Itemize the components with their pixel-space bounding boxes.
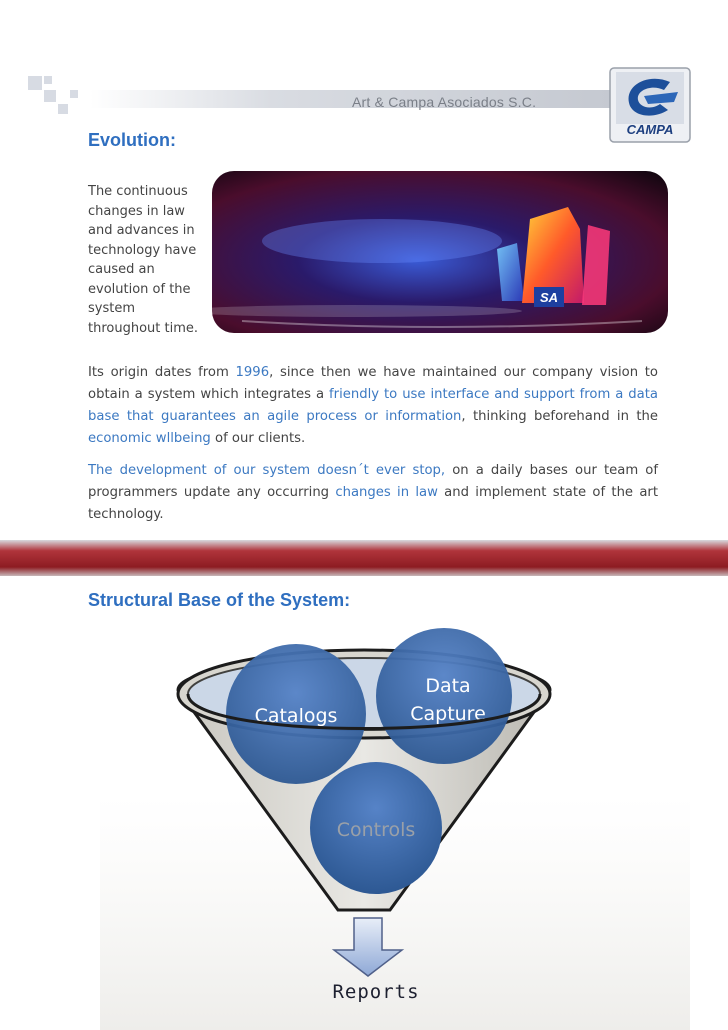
paragraph-text: , since then we have maintained our company vision to obtain a system which integrates a bbox=[88, 365, 658, 402]
intro-line: evolution of the bbox=[88, 281, 191, 297]
decorative-square bbox=[44, 90, 56, 102]
paragraph-text: and implement state of the art technology. bbox=[88, 485, 659, 522]
paragraph-text: , thinking beforehand in the bbox=[461, 409, 658, 424]
hero-badge: SA bbox=[539, 290, 559, 305]
intro-line: system bbox=[88, 301, 135, 316]
intro-line: technology have bbox=[88, 242, 197, 258]
highlight-development: The development of our system doesn´t ever stop, bbox=[88, 463, 446, 478]
origin-paragraph bbox=[88, 362, 658, 450]
highlight-economic: economic wllbeing bbox=[88, 431, 211, 446]
section-title-structure: Structural Base of the System: bbox=[88, 590, 351, 610]
paragraph-text: of our clients. bbox=[210, 431, 306, 446]
section-title-evolution: Evolution: bbox=[88, 130, 176, 150]
structure-funnel-diagram bbox=[90, 620, 690, 1030]
intro-line: The continuous bbox=[88, 184, 188, 199]
intro-line: throughout time. bbox=[88, 320, 199, 336]
highlight-changes: changes in law bbox=[335, 485, 438, 500]
data-capture-label-line1: Data bbox=[425, 675, 471, 697]
paragraph-text: on a daily bases our team of programmers update any occurring bbox=[88, 463, 658, 500]
controls-label: Controls bbox=[336, 819, 416, 841]
development-paragraph bbox=[88, 460, 658, 526]
decorative-square bbox=[44, 76, 52, 84]
intro-line: caused an bbox=[88, 262, 155, 277]
data-capture-label-line2: Capture bbox=[410, 703, 486, 725]
highlight-year: 1996 bbox=[235, 365, 270, 380]
decorative-square bbox=[28, 76, 42, 90]
logo-text: CAMPA bbox=[626, 122, 674, 137]
hero-image bbox=[212, 171, 668, 333]
section-divider-band bbox=[0, 540, 728, 576]
decorative-square bbox=[70, 90, 78, 98]
evolution-intro-text bbox=[88, 182, 213, 338]
reports-label: Reports bbox=[332, 981, 420, 1003]
company-name: Art & Campa Asociados S.C. bbox=[352, 94, 537, 110]
catalogs-label: Catalogs bbox=[254, 705, 338, 727]
intro-line: changes in law bbox=[88, 203, 185, 219]
intro-line: and advances in bbox=[88, 223, 195, 238]
paragraph-text: Its origin dates from bbox=[88, 365, 236, 380]
decorative-square bbox=[58, 104, 68, 114]
campa-logo bbox=[608, 66, 692, 144]
highlight-interface: friendly to use interface and support from a data base that guarantees an agile process or information bbox=[88, 387, 658, 424]
